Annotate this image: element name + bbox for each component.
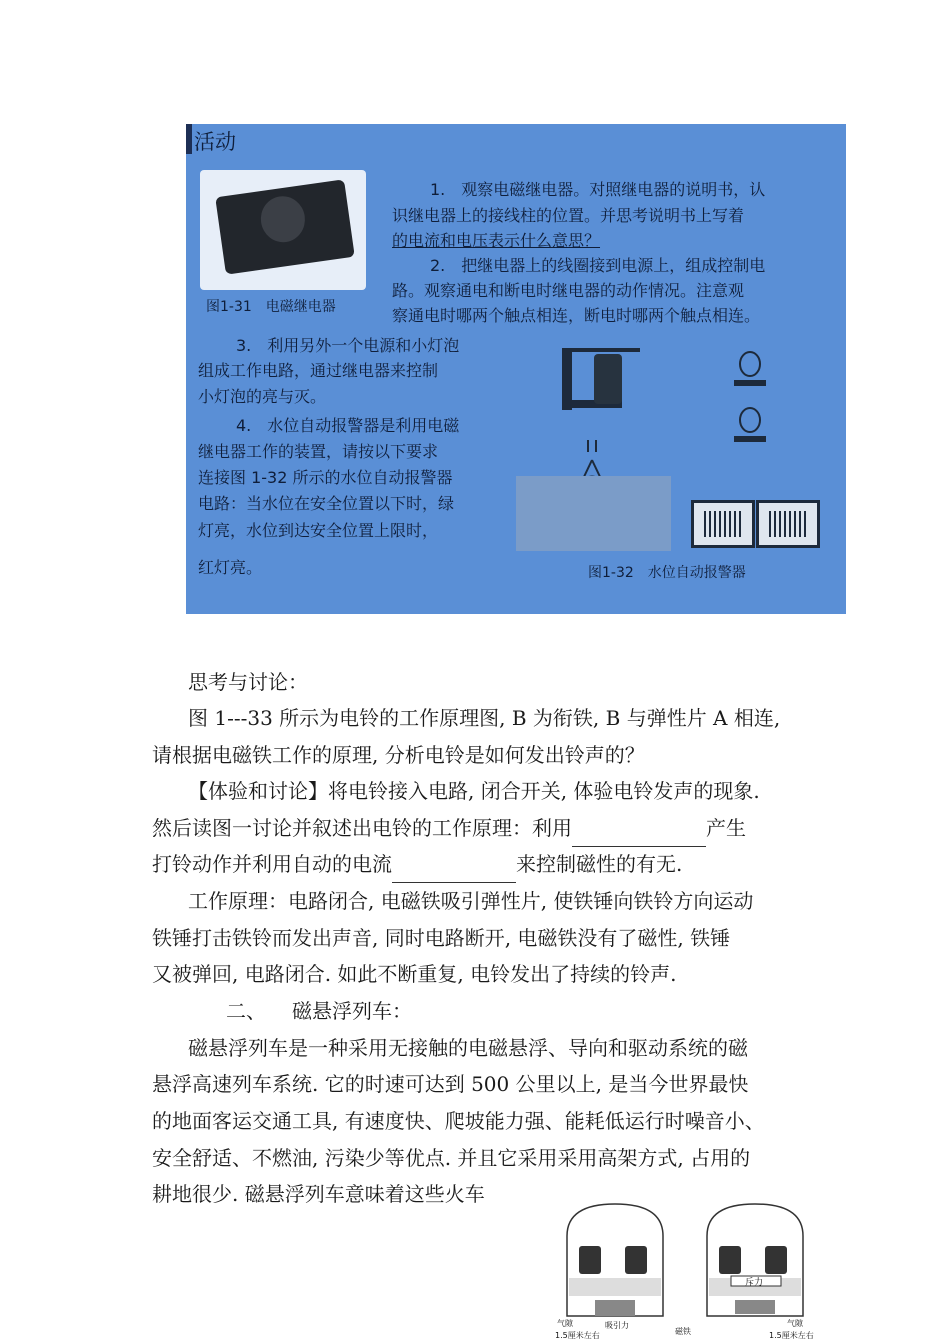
para2-line2-a: 然后读图一讨论并叙述出电铃的工作原理：利用 (152, 816, 572, 840)
activity-item-4d: 电路：当水位在安全位置以下时，绿 (198, 494, 455, 513)
activity-item-4c: 连接图 1-32 所示的水位自动报警器 (198, 468, 453, 487)
water-area (516, 476, 671, 551)
label-repel: 斥力 (745, 1278, 764, 1288)
activity-item-4f: 红灯亮。 (198, 558, 263, 577)
battery-left (691, 500, 755, 548)
activity-photo (186, 124, 846, 614)
activity-item-3b: 组成工作电路，通过继电器来控制 (198, 361, 439, 380)
activity-item-2a: 2. 把继电器上的线圈接到电源上，组成控制电 (430, 256, 766, 275)
activity-item-3a: 3. 利用另外一个电源和小灯泡 (236, 336, 460, 355)
para4-line1: 磁悬浮列车是一种采用无接触的电磁悬浮、导向和驱动系统的磁 (188, 1036, 748, 1060)
para1-line1: 图 1---33 所示为电铃的工作原理图, B 为衔铁, B 与弹性片 A 相连, (188, 706, 781, 730)
para4-line5: 耕地很少. 磁悬浮列车意味着这些火车 (152, 1182, 485, 1206)
para3-line3: 又被弹回, 电路闭合. 如此不断重复, 电铃发出了持续的铃声. (152, 962, 677, 986)
label-gap-right: 气隙 (787, 1319, 803, 1328)
para3-line1: 工作原理：电路闭合, 电磁铁吸引弹性片, 使铁锤向铁铃方向运动 (188, 889, 754, 913)
label-dist-right: 1.5厘米左右 (769, 1331, 814, 1340)
activity-item-3c: 小灯泡的亮与灭。 (198, 387, 327, 406)
para2-line3-b: 来控制磁性的有无. (516, 852, 683, 876)
label-magnet: 磁铁 (675, 1327, 691, 1336)
para2-line1: 【体验和讨论】将电铃接入电路, 闭合开关, 体验电铃发声的现象. (188, 779, 760, 803)
activity-item-4a: 4. 水位自动报警器是利用电磁 (236, 416, 460, 435)
para1-line2: 请根据电磁铁工作的原理, 分析电铃是如何发出铃声的？ (152, 743, 645, 767)
para4-line2: 悬浮高速列车系统. 它的时速可达到 500 公里以上, 是当今世界最快 (152, 1072, 749, 1096)
activity-item-2b: 路。观察通电和断电时继电器的动作情况。注意观 (392, 281, 745, 300)
label-attract: 吸引力 (605, 1321, 629, 1330)
think-heading: 思考与讨论： (188, 670, 308, 694)
activity-title: 活动 (194, 130, 236, 154)
para2-line2-b: 产生 (706, 816, 746, 840)
battery-right (756, 500, 820, 548)
activity-marker (186, 124, 192, 154)
activity-item-4e: 灯亮，水位到达安全位置上限时， (198, 521, 439, 540)
label-dist-left: 1.5厘米左右 (555, 1331, 600, 1340)
para4-line4: 安全舒适、不燃油, 污染少等优点. 并且它采用采用高架方式, 占用的 (152, 1146, 751, 1170)
fig132-caption: 图1-32 水位自动报警器 (588, 565, 746, 581)
fill-blank-2[interactable] (392, 856, 516, 883)
activity-item-4b: 继电器工作的装置，请按以下要求 (198, 442, 439, 461)
relay-body (215, 179, 355, 274)
para2-line3 (152, 846, 682, 883)
fill-blank-1[interactable] (572, 820, 706, 847)
para4-line3: 的地面客运交通工具, 有速度快、爬坡能力强、能耗低运行时噪音小、 (152, 1109, 765, 1133)
maglev-diagram (555, 1196, 825, 1344)
section-number: 二、 (226, 999, 266, 1023)
activity-item-1b: 识继电器上的接线柱的位置。并思考说明书上写着 (392, 206, 745, 225)
activity-item-1c: 的电流和电压表示什么意思？ (392, 231, 601, 250)
label-gap-left: 气隙 (557, 1319, 573, 1328)
relay-photo (200, 170, 366, 290)
para3-line2: 铁锤打击铁铃而发出声音, 同时电路断开, 电磁铁没有了磁性, 铁锤 (152, 926, 731, 950)
section-heading (226, 993, 412, 1030)
para2-line3-a: 打铃动作并利用自动的电流 (152, 852, 392, 876)
activity-item-2c: 察通电时哪两个触点相连，断电时哪两个触点相连。 (392, 306, 761, 325)
section-title: 磁悬浮列车： (292, 999, 412, 1023)
para2-line2 (152, 810, 746, 847)
activity-item-1a: 1. 观察电磁继电器。对照继电器的说明书，认 (430, 180, 766, 199)
fig131-caption: 图1-31 电磁继电器 (206, 299, 336, 315)
relay-coil (258, 193, 308, 245)
